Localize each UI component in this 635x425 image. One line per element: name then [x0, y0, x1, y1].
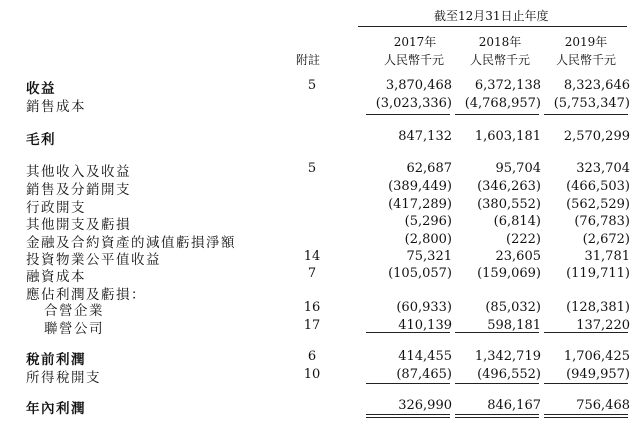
- row-value-2019: (119,711): [566, 266, 630, 281]
- row-label: 投資物業公平值收益: [26, 252, 161, 268]
- unit-2019-heading: 人民幣千元: [555, 53, 616, 67]
- row-value-2018: 846,167: [487, 398, 541, 413]
- row-label: 合營企業: [44, 303, 104, 319]
- row-value-2017: (417,289): [388, 197, 452, 212]
- row-value-2018: (85,032): [485, 300, 541, 315]
- rule-cost-of-sales-2017: [366, 114, 450, 115]
- row-value-2019: 2,570,299: [563, 129, 630, 144]
- row-value-2017: (87,465): [396, 367, 452, 382]
- row-value-2019: (949,957): [566, 367, 630, 382]
- row-value-2017: 3,870,468: [385, 78, 452, 93]
- rule-tax-2018: [455, 383, 539, 384]
- row-label: 其他開支及虧損: [26, 217, 131, 233]
- unit-2017-heading: 人民幣千元: [383, 53, 444, 67]
- row-label: 所得稅開支: [26, 370, 101, 386]
- row-value-2017: (2,800): [404, 232, 452, 247]
- rule-jv-assoc-2018: [455, 332, 539, 333]
- row-label: 年內利潤: [26, 401, 86, 417]
- rule-tax-2017: [366, 383, 450, 384]
- row-value-2018: (4,768,957): [464, 96, 541, 111]
- rule-cost-of-sales-2018: [455, 114, 539, 115]
- period-underline: [358, 26, 627, 27]
- double-rule-bottom-2019: [544, 417, 628, 418]
- row-value-2018: (496,552): [477, 367, 541, 382]
- year-2019-heading: 2019年: [564, 35, 608, 49]
- unit-2018-heading: 人民幣千元: [469, 53, 530, 67]
- rule-cost-of-sales-2019: [544, 114, 628, 115]
- row-label: 稅前利潤: [26, 352, 86, 368]
- row-note: 14: [303, 249, 321, 264]
- row-value-2019: (128,381): [566, 300, 630, 315]
- row-value-2018: 23,605: [495, 249, 541, 264]
- rule-jv-assoc-2017: [366, 332, 450, 333]
- row-label: 銷售及分銷開支: [26, 182, 131, 198]
- row-value-2018: 1,342,719: [474, 349, 541, 364]
- period-heading: 截至12月31日止年度: [434, 9, 549, 23]
- row-label: 銷售成本: [26, 99, 86, 115]
- row-note: 10: [303, 367, 321, 382]
- row-value-2017: 326,990: [398, 398, 452, 413]
- row-value-2018: (346,263): [477, 179, 541, 194]
- row-value-2018: 1,603,181: [474, 129, 541, 144]
- double-rule-top-2019: [544, 414, 628, 415]
- row-label: 收益: [26, 81, 56, 97]
- row-note: 5: [307, 78, 317, 93]
- row-value-2019: (2,672): [582, 232, 630, 247]
- row-value-2019: 1,706,425: [563, 349, 630, 364]
- row-value-2018: (222): [506, 232, 541, 247]
- rule-tax-2019: [544, 383, 628, 384]
- row-value-2017: (3,023,336): [375, 96, 452, 111]
- row-label: 其他收入及收益: [26, 164, 131, 180]
- row-value-2017: 847,132: [398, 129, 452, 144]
- row-label: 融資成本: [26, 269, 86, 285]
- row-value-2019: 137,220: [576, 318, 630, 333]
- row-note: 6: [307, 349, 317, 364]
- year-2018-heading: 2018年: [478, 35, 522, 49]
- double-rule-bottom-2017: [366, 417, 450, 418]
- note-column-heading: 附註: [296, 53, 321, 67]
- row-value-2017: 410,139: [398, 318, 452, 333]
- double-rule-top-2017: [366, 414, 450, 415]
- row-value-2019: 756,468: [576, 398, 630, 413]
- row-label: 應佔利潤及虧損：: [26, 287, 146, 303]
- row-value-2018: 6,372,138: [474, 78, 541, 93]
- double-rule-top-2018: [455, 414, 539, 415]
- row-value-2018: (159,069): [477, 266, 541, 281]
- row-value-2018: (380,552): [477, 197, 541, 212]
- row-value-2019: (466,503): [566, 179, 630, 194]
- row-value-2017: 75,321: [406, 249, 452, 264]
- double-rule-bottom-2018: [455, 417, 539, 418]
- row-value-2017: 414,455: [398, 349, 452, 364]
- row-label: 聯營公司: [44, 321, 104, 337]
- row-value-2019: 323,704: [576, 161, 630, 176]
- row-label: 金融及合約資產的減值虧損淨額: [26, 235, 236, 251]
- row-value-2017: 62,687: [406, 161, 452, 176]
- row-note: 7: [307, 266, 317, 281]
- row-value-2017: (5,296): [404, 214, 452, 229]
- row-label: 毛利: [26, 132, 56, 148]
- row-value-2017: (60,933): [396, 300, 452, 315]
- row-note: 5: [307, 161, 317, 176]
- row-value-2019: (76,783): [574, 214, 630, 229]
- year-2017-heading: 2017年: [393, 35, 437, 49]
- row-label: 行政開支: [26, 200, 86, 216]
- row-note: 17: [303, 318, 321, 333]
- row-value-2019: (5,753,347): [553, 96, 630, 111]
- row-value-2019: (562,529): [566, 197, 630, 212]
- rule-jv-assoc-2019: [544, 332, 628, 333]
- row-value-2019: 8,323,646: [563, 78, 630, 93]
- row-value-2017: (389,449): [388, 179, 452, 194]
- row-value-2018: 598,181: [487, 318, 541, 333]
- row-value-2017: (105,057): [388, 266, 452, 281]
- row-value-2018: (6,814): [493, 214, 541, 229]
- row-value-2018: 95,704: [495, 161, 541, 176]
- row-note: 16: [303, 300, 321, 315]
- row-value-2019: 31,781: [584, 249, 630, 264]
